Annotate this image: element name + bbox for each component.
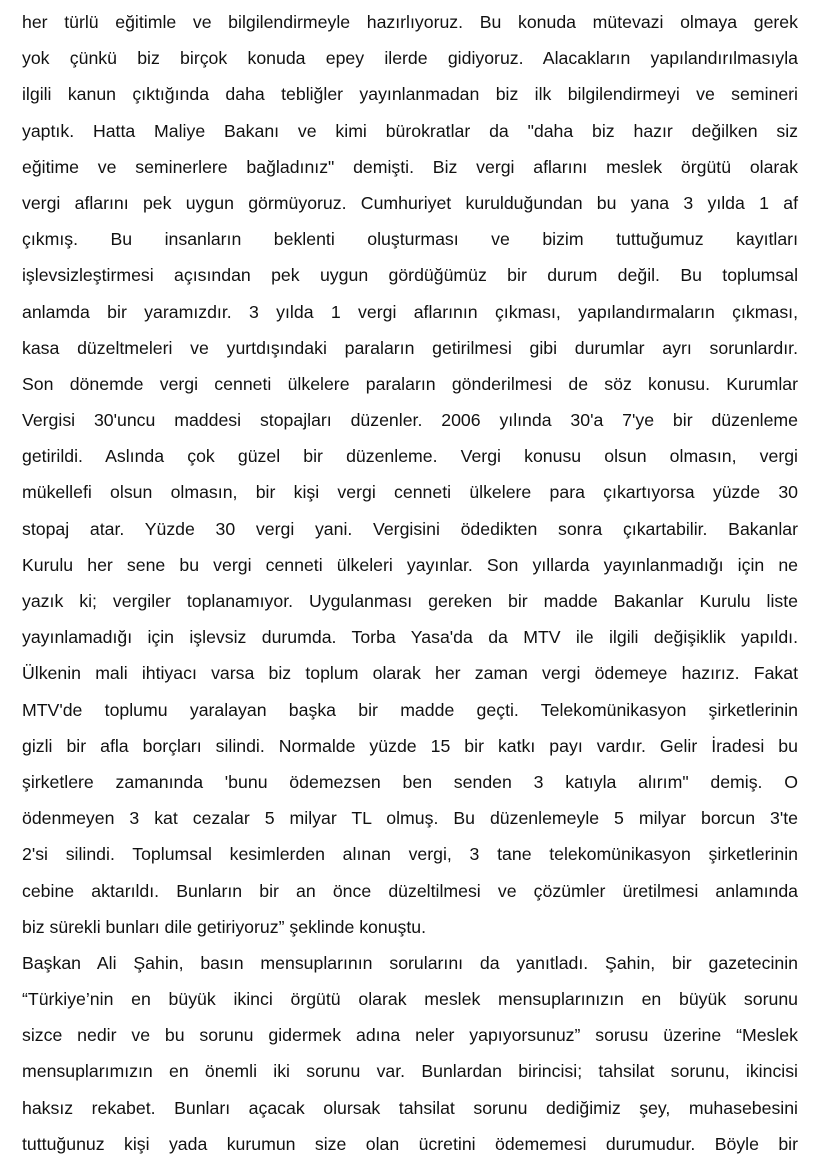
text-line: eğitime ve seminerlere bağladınız" demişti. Biz vergi aflarını meslek örgütü olarak bbox=[22, 156, 798, 177]
text-line: biz sürekli bunları dile getiriyoruz” şeklinde konuştu. bbox=[22, 916, 427, 937]
text-line: stopaj atar. Yüzde 30 vergi yani. Vergisini ödedikten sonra çıkartabilir. Bakanlar bbox=[22, 518, 798, 539]
text-line: yok çünkü biz birçok konuda epey ilerde gidiyoruz. Alacakların yapılandırılmasıyla bbox=[22, 48, 798, 69]
text-line: ödenmeyen 3 kat cezalar 5 milyar TL olmuş. Bu düzenlemeyle 5 milyar borcun 3'te bbox=[22, 808, 798, 829]
text-line: Son dönemde vergi cenneti ülkelere paraların gönderilmesi de söz konusu. Kurumlar bbox=[22, 373, 798, 394]
text-line: işlevsizleştirmesi açısından pek uygun gördüğümüz bir durum değil. Bu toplumsal bbox=[22, 265, 798, 286]
text-line: 2'si silindi. Toplumsal kesimlerden alınan vergi, 3 tane telekomünikasyon şirketlerinin bbox=[22, 844, 798, 865]
text-line: vergi aflarını pek uygun görmüyoruz. Cumhuriyet kurulduğundan bu yana 3 yılda 1 af bbox=[22, 192, 798, 213]
text-line: ilgili kanun çıktığında daha tebliğler yayınlanmadan biz ilk bilgilendirmeyi ve semineri bbox=[22, 84, 798, 105]
text-line: tuttuğunuz kişi yada kurumun size olan ücretini ödememesi durumudur. Böyle bir bbox=[22, 1133, 798, 1154]
text-line: sizce nedir ve bu sorunu gidermek adına neler yapıyorsunuz” sorusu üzerine “Meslek bbox=[22, 1025, 798, 1046]
text-line: yaptık. Hatta Maliye Bakanı ve kimi bürokratlar da "daha biz hazır değilken siz bbox=[22, 120, 798, 141]
text-line: çıkmış. Bu insanların beklenti oluşturması ve bizim tuttuğumuz kayıtları bbox=[22, 229, 798, 250]
text-line: Kurulu her sene bu vergi cenneti ülkeleri yayınlar. Son yıllarda yayınlanmadığı için ne bbox=[22, 554, 798, 575]
text-line: yazık ki; vergiler toplanamıyor. Uygulanması gereken bir madde Bakanlar Kurulu liste bbox=[22, 591, 798, 611]
paragraph-2 bbox=[22, 945, 798, 1162]
text-line: cebine aktarıldı. Bunların bir an önce düzeltilmesi ve çözümler üretilmesi anlamında bbox=[22, 880, 798, 901]
text-line: gizli bir afla borçları silindi. Normalde yüzde 15 bir katkı payı vardır. Gelir İradesi bu bbox=[22, 735, 798, 756]
text-line: yayınlamadığı için işlevsiz durumda. Torba Yasa'da da MTV ile ilgili değişiklik yapıldı. bbox=[22, 627, 798, 648]
text-line: MTV'de toplumu yaralayan başka bir madde geçti. Telekomünikasyon şirketlerinin bbox=[22, 699, 798, 720]
text-line: her türlü eğitimle ve bilgilendirmeyle hazırlıyoruz. Bu konuda mütevazi olmaya gerek bbox=[22, 12, 798, 32]
text-line: kasa düzeltmeleri ve yurtdışındaki paraların getirilmesi gibi durumlar ayrı sorunlardır. bbox=[22, 337, 798, 358]
text-line: şirketlere zamanında 'bunu ödemezsen ben senden 3 katıyla alırım" demiş. O bbox=[22, 771, 798, 792]
text-line: anlamda bir yaramızdır. 3 yılda 1 vergi aflarının çıkması, yapılandırmaların çıkması, bbox=[22, 301, 798, 322]
text-line: getirildi. Aslında çok güzel bir düzenleme. Vergi konusu olsun olmasın, vergi bbox=[22, 446, 798, 467]
paragraph-1 bbox=[22, 4, 798, 945]
text-line: haksız rekabet. Bunları açacak olursak tahsilat sorunu dediğimiz şey, muhasebesini bbox=[22, 1097, 798, 1118]
text-line: Ülkenin mali ihtiyacı varsa biz toplum olarak her zaman vergi ödemeye hazırız. Fakat bbox=[22, 663, 798, 684]
text-line: mükellefi olsun olmasın, bir kişi vergi cenneti ülkelere para çıkartıyorsa yüzde 30 bbox=[22, 482, 798, 503]
document-page bbox=[22, 4, 798, 1162]
text-line: Vergisi 30'uncu maddesi stopajları düzenler. 2006 yılında 30'a 7'ye bir düzenleme bbox=[22, 410, 798, 431]
text-line: Başkan Ali Şahin, basın mensuplarının sorularını da yanıtladı. Şahin, bir gazetecinin bbox=[22, 952, 798, 973]
text-line: mensuplarımızın en önemli iki sorunu var. Bunlardan birincisi; tahsilat sorunu, ikincisi bbox=[22, 1061, 798, 1082]
text-line: “Türkiye’nin en büyük ikinci örgütü olarak meslek mensuplarınızın en büyük sorunu bbox=[22, 989, 798, 1010]
